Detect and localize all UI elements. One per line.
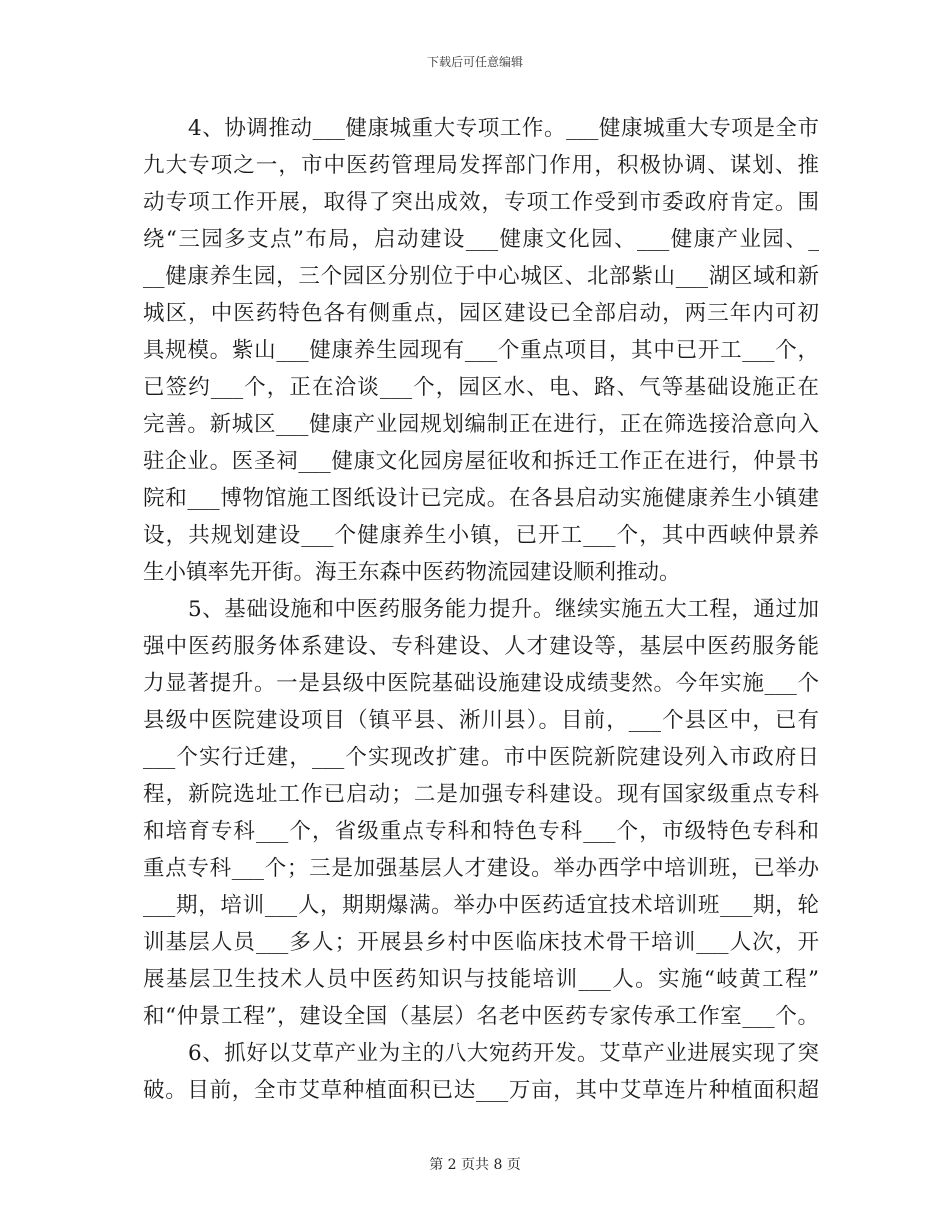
text-line: 训基层人员___多人；开展县乡村中医临床技术骨干培训___人次，开 [143,930,819,955]
text-line: 绕“三园多支点”布局，启动建设___健康文化园、___健康产业园、_ [143,227,819,252]
text-line: 6、抓好以艾草产业为主的八大宛药开发。艾草产业进展实现了突 [188,1041,819,1066]
text-line: 县级中医院建设项目（镇平县、淅川县）。目前，___个县区中，已有 [143,708,819,733]
text-line: 生小镇率先开街。海王东森中医药物流园建设顺利推动。 [143,560,681,585]
text-line: 设，共规划建设___个健康养生小镇，已开工___个，其中西峡仲景养 [143,523,819,548]
text-line: 5、基础设施和中医药服务能力提升。继续实施五大工程，通过加 [188,597,819,622]
page-header-note: 下载后可任意编辑 [426,55,523,69]
text-line: 4、协调推动___健康城重大专项工作。___健康城重大专项是全市 [188,116,819,141]
document-body [143,110,819,1109]
text-line: 力显著提升。一是县级中医院基础设施建设成绩斐然。今年实施___个 [143,671,819,696]
text-line: 强中医药服务体系建设、专科建设、人才建设等，基层中医药服务能 [143,634,819,659]
text-line: 具规模。紫山___健康养生园现有___个重点项目，其中已开工___个， [143,338,819,363]
text-line: __健康养生园，三个园区分别位于中心城区、北部紫山___湖区域和新 [143,264,819,289]
text-line: 已签约___个，正在洽谈___个，园区水、电、路、气等基础设施正在 [143,375,819,400]
paragraph-4 [143,110,819,591]
text-line: 院和___博物馆施工图纸设计已完成。在各县启动实施健康养生小镇建 [143,486,819,511]
paragraph-6 [143,1035,819,1109]
text-line: 展基层卫生技术人员中医药知识与技能培训___人。实施“岐黄工程” [143,967,819,992]
text-line: 程，新院选址工作已启动；二是加强专科建设。现有国家级重点专科 [143,782,819,807]
paragraph-5 [143,591,819,1035]
text-line: 城区，中医药特色各有侧重点，园区建设已全部启动，两三年内可初 [143,301,819,326]
text-line: ___期，培训___人，期期爆满。举办中医药适宜技术培训班___期，轮 [143,893,819,918]
text-line: 九大专项之一，市中医药管理局发挥部门作用，积极协调、谋划、推 [143,153,819,178]
text-line: 破。目前，全市艾草种植面积已达___万亩，其中艾草连片种植面积超 [143,1078,819,1103]
text-line: 重点专科___个；三是加强基层人才建设。举办西学中培训班，已举办 [143,856,819,881]
page-number: 第 2 页共 8 页 [429,1157,521,1173]
text-line: 完善。新城区___健康产业园规划编制正在进行，正在筛选接洽意向入 [143,412,819,437]
text-line: 和“仲景工程”，建设全国（基层）名老中医药专家传承工作室___个。 [143,1004,819,1029]
text-line: 驻企业。医圣祠___健康文化园房屋征收和拆迁工作正在进行，仲景书 [143,449,819,474]
text-line: 动专项工作开展，取得了突出成效，专项工作受到市委政府肯定。围 [143,190,819,215]
text-line: 和培育专科___个，省级重点专科和特色专科___个，市级特色专科和 [143,819,819,844]
text-line: ___个实行迁建，___个实现改扩建。市中医院新院建设列入市政府日 [143,745,819,770]
